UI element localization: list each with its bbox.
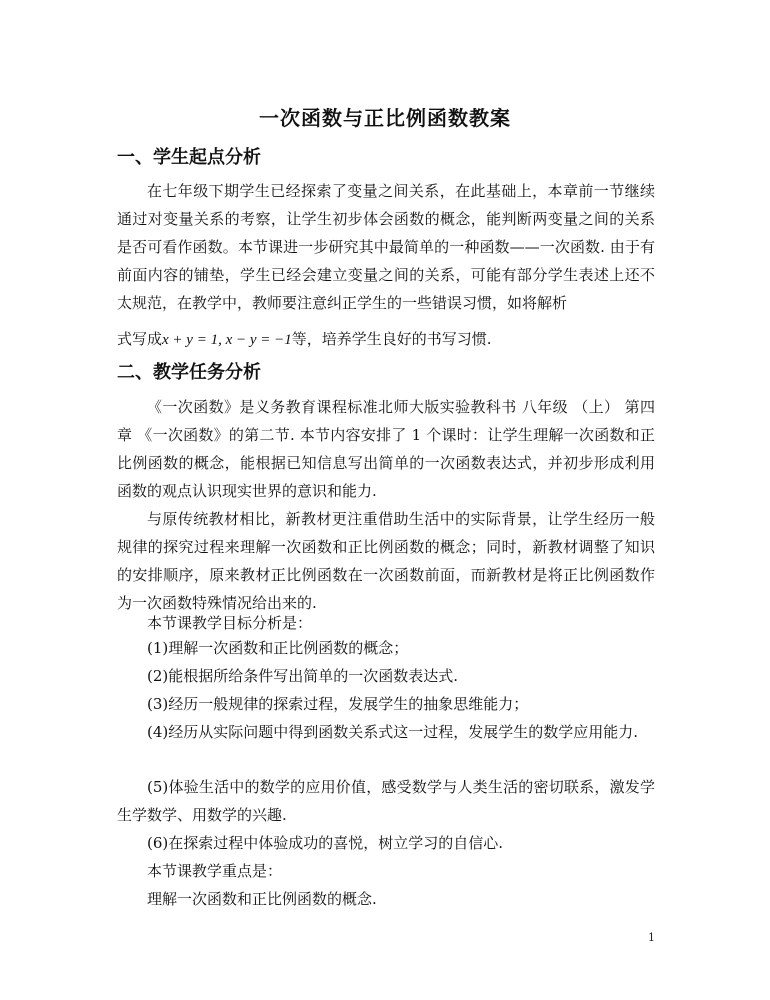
document-title: 一次函数与正比例函数教案 xyxy=(259,106,511,130)
goal-item-5: (5)体验生活中的数学的应用价值，感受数学与人类生活的密切联系，激发学生学数学、用数学的兴趣. xyxy=(117,778,655,824)
formula-line xyxy=(117,325,655,354)
formula-suffix: 等，培养学生良好的书写习惯. xyxy=(291,330,492,348)
key-point-intro: 本节课教学重点是： xyxy=(147,862,283,880)
goal-item-4: (4)经历从实际问题中得到函数关系式这一过程，发展学生的数学应用能力. xyxy=(147,723,639,741)
goal-item-1: (1)理解一次函数和正比例函数的概念； xyxy=(147,639,409,657)
student-analysis-paragraph: 在七年级下期学生已经探索了变量之间关系，在此基础上，本章前一节继续通过对变量关系的考察，让学生初步体会函数的概念，能判断两变量之间的关系是否可看作函数。本节课进一步研究其中最简单的一种函数——一次函数. 由于有前面内容的铺垫，学生已经会建立变量之间的关系，可能有部分学生表述上还不太规范，在教学中，教师要注意纠正学生的一些错误习惯，如将解析 xyxy=(117,182,655,312)
section-heading-student-analysis: 一、学生起点分析 xyxy=(117,147,261,168)
goals-intro: 本节课教学目标分析是： xyxy=(147,614,313,632)
goal-item-3: (3)经历一般规律的探索过程，发展学生的抽象思维能力； xyxy=(147,695,529,713)
goal-item-2: (2)能根据所给条件写出简单的一次函数表达式. xyxy=(147,667,459,685)
section-heading-task-analysis: 二、教学任务分析 xyxy=(117,362,261,383)
formula-prefix: 式写成 xyxy=(117,330,163,348)
page-number: 1 xyxy=(648,931,655,944)
goal-item-6: (6)在探索过程中体验成功的喜悦，树立学习的自信心. xyxy=(147,834,504,852)
formula-text: x + y = 1, x − y = −1 xyxy=(162,332,292,348)
task-analysis-paragraph-2: 与原传统教材相比，新教材更注重借助生活中的实际背景，让学生经历一般规律的探究过程来理解一次函数和正比例函数的概念；同时，新教材调整了知识的安排顺序，原来教材正比例函数在一次函数前面，而新教材是将正比例函数作为一次函数特殊情况给出来的. xyxy=(117,510,655,612)
key-point-text: 理解一次函数和正比例函数的概念. xyxy=(147,890,377,908)
task-analysis-paragraph-1: 《一次函数》是义务教育课程标准北师大版实验教科书 八年级 （上） 第四章 《一次函数》的第二节. 本节内容安排了 1 个课时：让学生理解一次函数和正比例函数的概念，能根据已知信息写出简单的一次函数表达式，并初步形成利用函数的观点认识现实世界的意识和能力. xyxy=(117,398,655,500)
